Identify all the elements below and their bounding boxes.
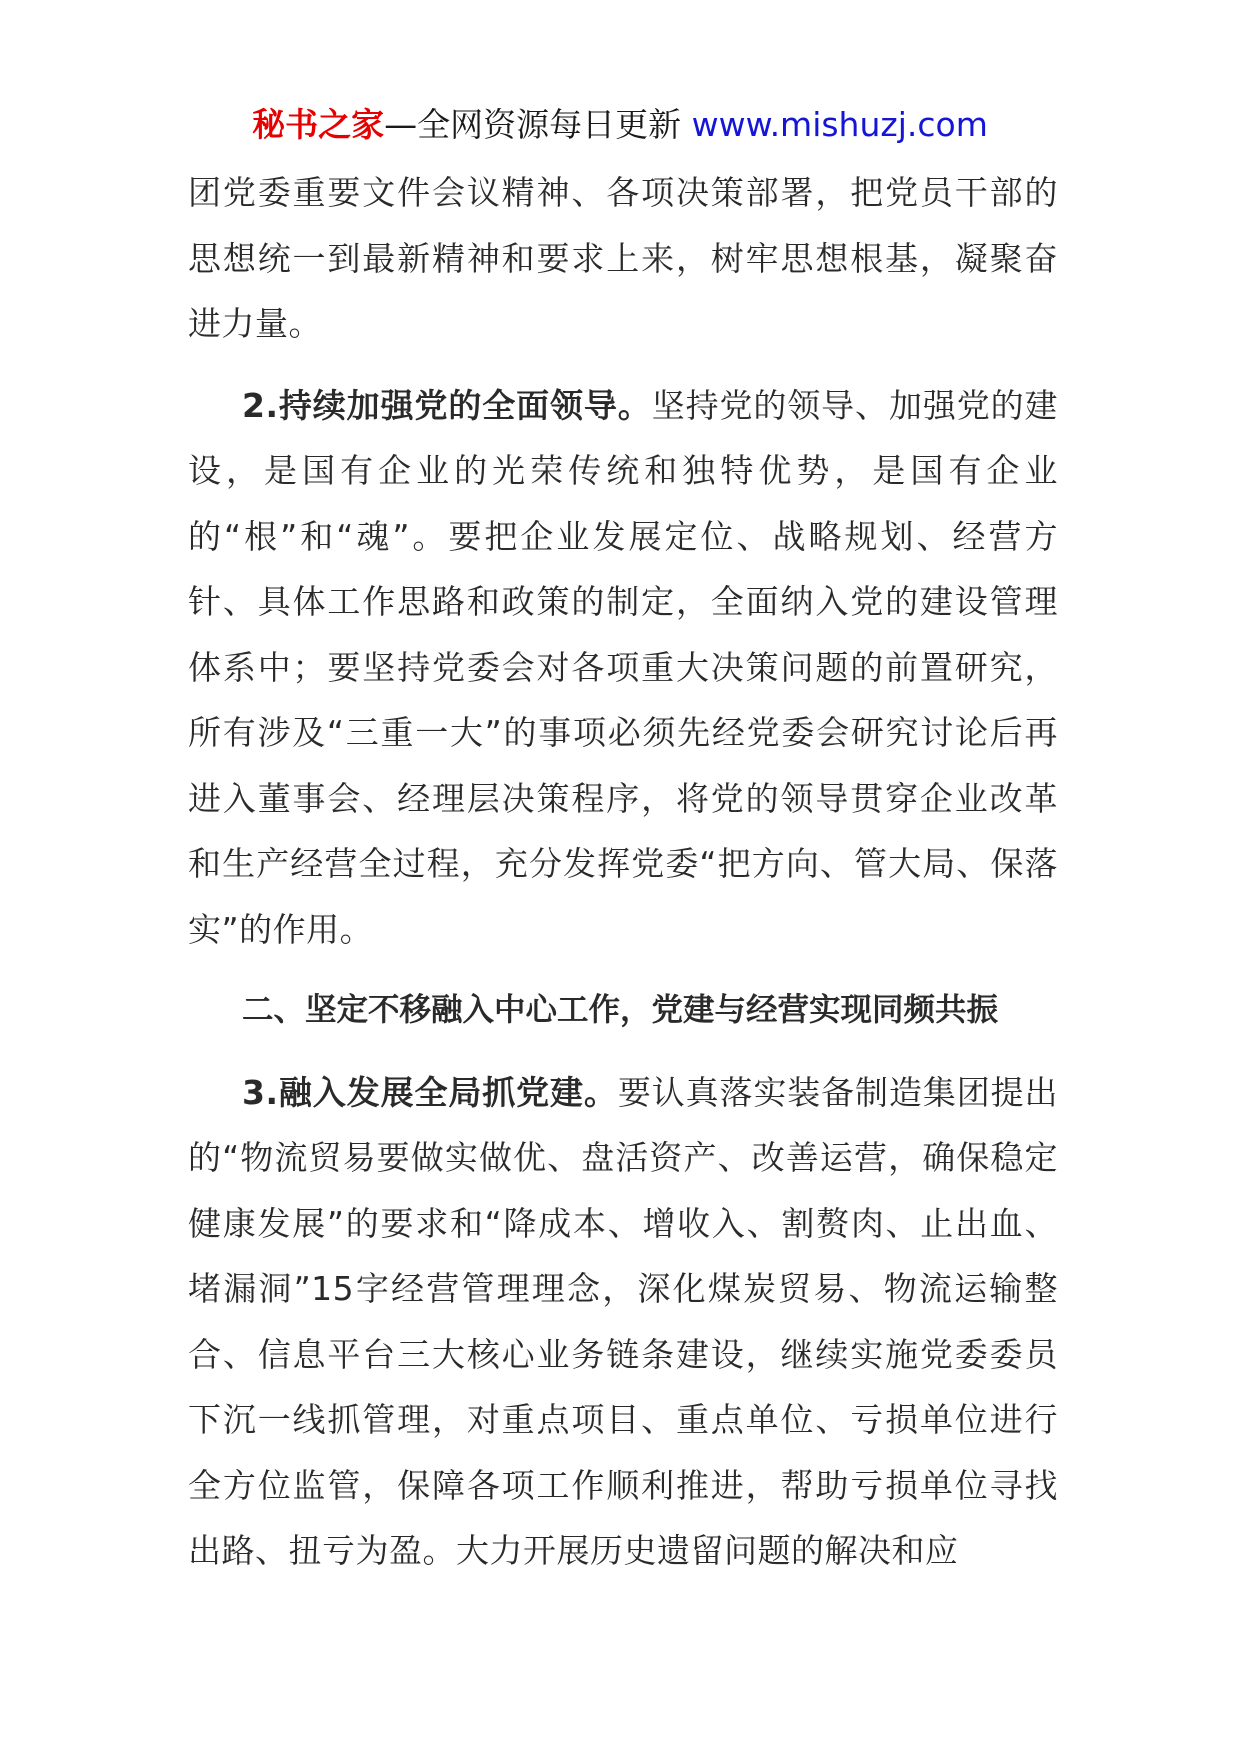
paragraph-continuation: 团党委重要文件会议精神、各项决策部署，把党员干部的思想统一到最新精神和要求上来，树牢思想根基，凝聚奋进力量。 (188, 173, 1058, 343)
brand-name: 秘书之家 (252, 105, 385, 144)
paragraph-integration (188, 1060, 1058, 1584)
paragraph-text: 要认真落实装备制造集团提出的“物流贸易要做实做优、盘活资产、改善运营，确保稳定健康发展”的要求和“降成本、增收入、割赘肉、止出血、堵漏洞”15字经营管理理念，深化煤炭贸易、物流运输整合、信息平台三大核心业务链条建设，继续实施党委委员下沉一线抓管理，对重点项目、重点单位、亏损单位进行全方位监管，保障各项工作顺利推进，帮助亏损单位寻找出路、扭亏为盈。大力开展历史遗留问题的解决和应 (188, 1072, 1059, 1570)
paragraph-text: 坚持党的领导、加强党的建设，是国有企业的光荣传统和独特优势，是国有企业的“根”和“魂”。要把企业发展定位、战略规划、经营方针、具体工作思路和政策的制定，全面纳入党的建设管理体系中；要坚持党委会对各项重大决策问题的前置研究，所有涉及“三重一大”的事项必须先经党委会研究讨论后再进入董事会、经理层决策程序，将党的领导贯穿企业改革和生产经营全过程，充分发挥党委“把方向、管大局、保落实”的作用。 (188, 385, 1059, 949)
watermark-header (0, 100, 1240, 150)
paragraph-lead-heading: 3.融入发展全局抓党建。 (242, 1072, 618, 1112)
header-url-link[interactable]: www.mishuzj.com (691, 105, 988, 144)
paragraph-leadership (188, 373, 1058, 963)
paragraph-lead-heading: 2.持续加强党的全面领导。 (242, 385, 652, 425)
document-body (188, 160, 1058, 1584)
header-slogan: —全网资源每日更新 (384, 105, 682, 144)
section-heading: 二、坚定不移融入中心工作，党建与经营实现同频共振 (242, 992, 999, 1028)
